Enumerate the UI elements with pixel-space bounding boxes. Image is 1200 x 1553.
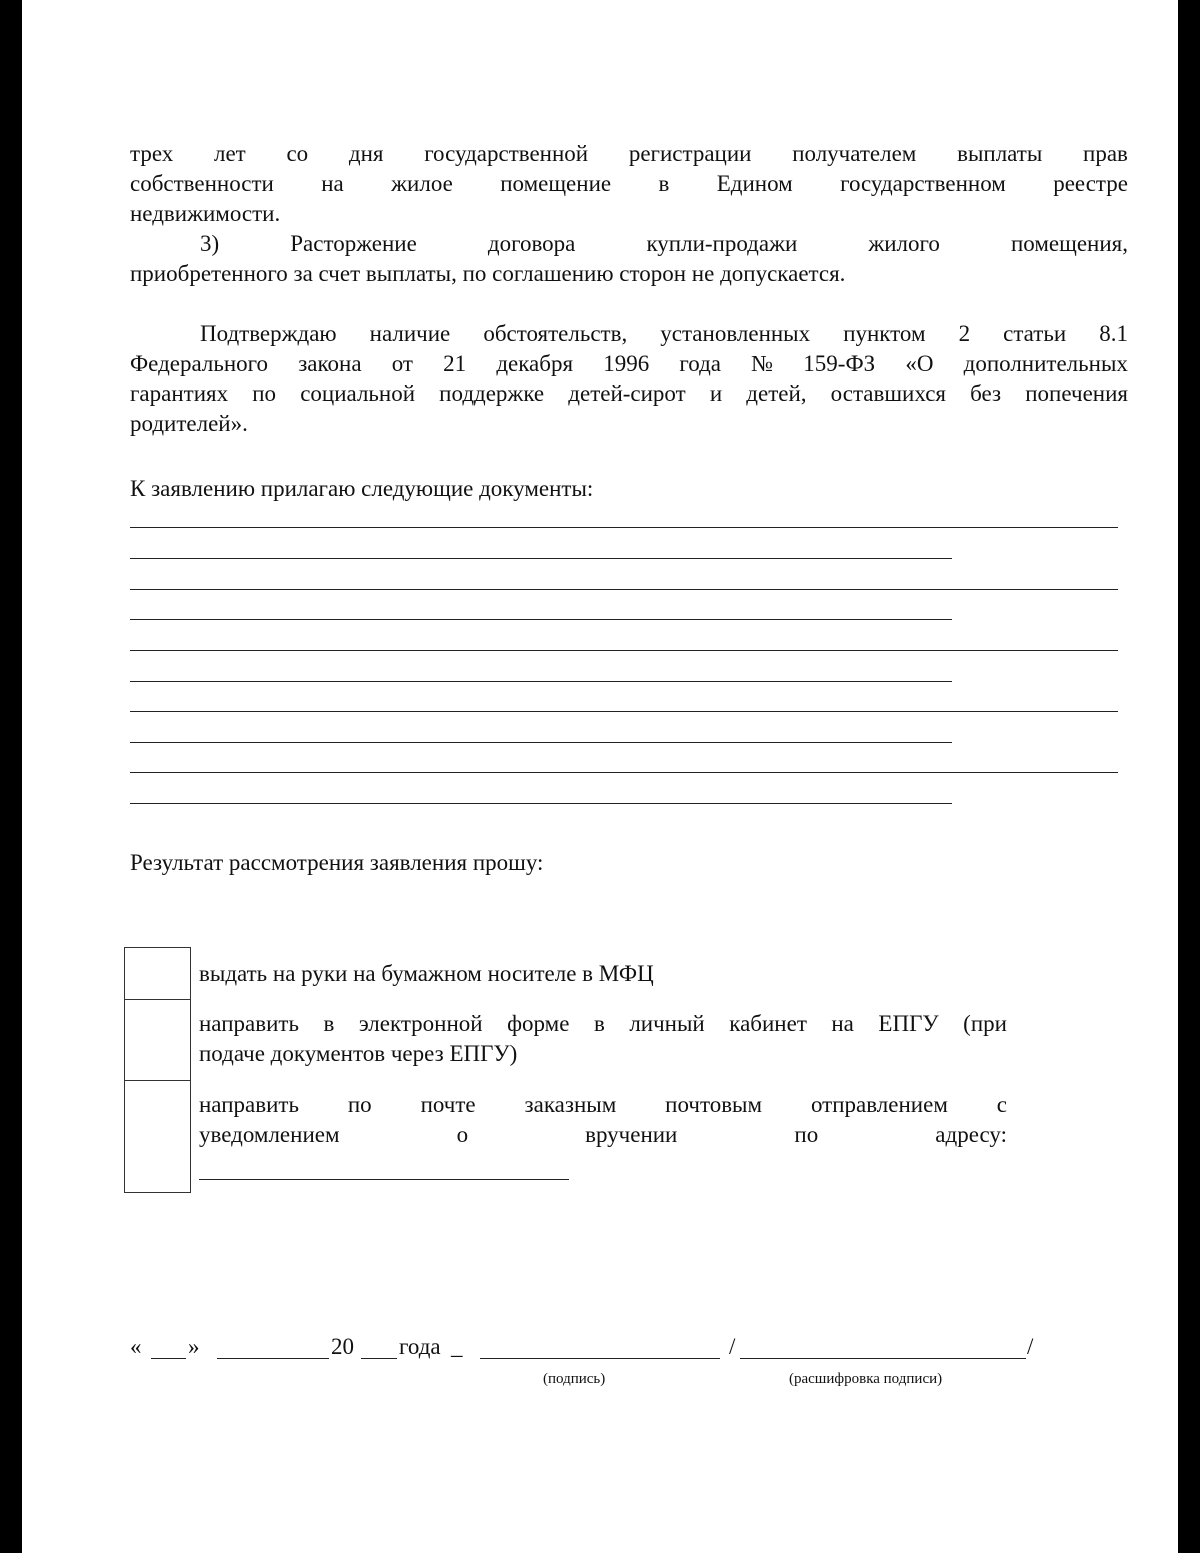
- word: лет: [213, 141, 246, 166]
- checkbox-mfc[interactable]: [125, 948, 190, 1000]
- word: Едином: [716, 171, 793, 196]
- date-open-quote: «: [130, 1334, 142, 1359]
- word: по: [252, 381, 277, 406]
- word: от: [391, 351, 413, 376]
- word: реестре: [1053, 171, 1128, 196]
- word: собственности: [130, 171, 274, 196]
- result-label: Результат рассмотрения заявления прошу:: [130, 850, 544, 875]
- word: дополнительных: [963, 351, 1128, 376]
- word: декабря: [496, 351, 574, 376]
- word: наличие: [369, 321, 451, 346]
- word: почте: [420, 1092, 476, 1117]
- word: 159-ФЗ: [803, 351, 876, 376]
- word: без: [970, 381, 1002, 406]
- word: Подтверждаю: [200, 321, 337, 346]
- paragraph-1-line-2: [130, 169, 1128, 199]
- word: №: [751, 351, 774, 376]
- word: попечения: [1025, 381, 1128, 406]
- word: Расторжение: [290, 231, 417, 256]
- attachment-line-5[interactable]: [130, 650, 1118, 651]
- document-body: [22, 0, 1178, 1553]
- word: установленных: [660, 321, 811, 346]
- signature-decoding-line[interactable]: [740, 1358, 1026, 1359]
- word: 21: [443, 351, 467, 376]
- word: форме: [507, 1011, 570, 1036]
- attachment-line-8[interactable]: [130, 742, 952, 743]
- word: о: [456, 1122, 469, 1147]
- word: пунктом: [843, 321, 926, 346]
- word: в: [593, 1011, 605, 1036]
- word: государственном: [840, 171, 1006, 196]
- word: 1996: [603, 351, 650, 376]
- checkbox-epgu[interactable]: [125, 1000, 190, 1081]
- word: гарантиях: [130, 381, 229, 406]
- word: личный: [629, 1011, 705, 1036]
- word: выплаты: [957, 141, 1043, 166]
- option-epgu-line-1: [199, 1009, 1007, 1039]
- word: жилое: [391, 171, 453, 196]
- word: на: [831, 1011, 854, 1036]
- checkbox-mail[interactable]: [125, 1081, 190, 1192]
- attachment-line-7[interactable]: [130, 711, 1118, 712]
- document-page: [22, 0, 1178, 1553]
- option-epgu-line-2: подаче документов через ЕПГУ): [199, 1041, 518, 1066]
- word: регистрации: [628, 141, 752, 166]
- attachment-line-2[interactable]: [130, 558, 952, 559]
- paragraph-3-line-2: [130, 349, 1128, 379]
- attachment-line-4[interactable]: [130, 619, 952, 620]
- word: трех: [130, 141, 174, 166]
- word: купли-продажи: [646, 231, 798, 256]
- mail-address-line[interactable]: [199, 1179, 569, 1180]
- paragraph-1-line-3: недвижимости.: [130, 201, 281, 226]
- word: по: [347, 1092, 372, 1117]
- word: статьи: [1003, 321, 1067, 346]
- word: отправлением: [810, 1092, 948, 1117]
- word: почтовым: [665, 1092, 763, 1117]
- word: помещение: [500, 171, 612, 196]
- paragraph-3-line-1: [200, 319, 1128, 349]
- signature-line[interactable]: [480, 1358, 720, 1359]
- word: кабинет: [729, 1011, 807, 1036]
- word: обстоятельств,: [483, 321, 628, 346]
- date-day-line[interactable]: [151, 1358, 186, 1359]
- date-close-quote: »: [188, 1334, 200, 1359]
- date-year-line[interactable]: [361, 1358, 397, 1359]
- attachment-line-6[interactable]: [130, 681, 952, 682]
- option-mail-line-2: [199, 1120, 1007, 1150]
- word: детей,: [746, 381, 807, 406]
- paragraph-3-line-3: [130, 379, 1128, 409]
- word: электронной: [358, 1011, 483, 1036]
- caption-signature-decoding: (расшифровка подписи): [789, 1371, 943, 1387]
- attachment-line-1[interactable]: [130, 527, 1118, 528]
- caption-signature: (подпись): [543, 1371, 606, 1387]
- attachment-line-9[interactable]: [130, 772, 1118, 773]
- option-mail-line-1: [199, 1090, 1007, 1120]
- date-year-prefix: 20: [331, 1334, 354, 1359]
- word: получателем: [792, 141, 917, 166]
- paragraph-2-line-1: [200, 229, 1128, 259]
- word: в: [323, 1011, 335, 1036]
- word: государственной: [424, 141, 589, 166]
- word: уведомлением: [199, 1122, 340, 1147]
- delivery-options-checkboxes: [124, 947, 191, 1193]
- word: с: [996, 1092, 1007, 1117]
- word: 8.1: [1099, 321, 1128, 346]
- word: в: [658, 171, 670, 196]
- attachment-line-3[interactable]: [130, 589, 1118, 590]
- word: дня: [348, 141, 384, 166]
- word: прав: [1083, 141, 1128, 166]
- word: оставшихся: [830, 381, 946, 406]
- word: и: [709, 381, 723, 406]
- word: «О: [905, 351, 934, 376]
- attachment-line-10[interactable]: [130, 803, 952, 804]
- date-trailing-underscore: _: [451, 1334, 463, 1359]
- word: направить: [199, 1092, 299, 1117]
- attachments-label: К заявлению прилагаю следующие документы:: [130, 476, 594, 501]
- signature-slash-2: /: [1027, 1334, 1034, 1359]
- paragraph-1-line-1: [130, 139, 1128, 169]
- word: детей-сирот: [568, 381, 686, 406]
- word: 3): [200, 231, 220, 256]
- word: по: [794, 1122, 819, 1147]
- word: на: [321, 171, 344, 196]
- paragraph-2-line-2: приобретенного за счет выплаты, по соглашению сторон не допускается.: [130, 261, 846, 286]
- word: социальной: [300, 381, 416, 406]
- word: со: [286, 141, 309, 166]
- word: заказным: [524, 1092, 617, 1117]
- word: (при: [963, 1011, 1007, 1036]
- date-year-suffix: года: [399, 1334, 441, 1359]
- option-mfc-label: выдать на руки на бумажном носителе в МФЦ: [199, 961, 654, 986]
- word: помещения,: [1010, 231, 1128, 256]
- word: 2: [958, 321, 971, 346]
- word: направить: [199, 1011, 299, 1036]
- paragraph-3-line-4: родителей».: [130, 411, 248, 436]
- word: вручении: [585, 1122, 678, 1147]
- word: ЕПГУ: [878, 1011, 939, 1036]
- word: года: [679, 351, 721, 376]
- word: поддержке: [439, 381, 545, 406]
- date-month-line[interactable]: [217, 1358, 329, 1359]
- word: закона: [298, 351, 362, 376]
- word: адресу:: [935, 1122, 1007, 1147]
- word: жилого: [868, 231, 940, 256]
- word: договора: [487, 231, 576, 256]
- signature-slash-1: /: [729, 1334, 736, 1359]
- word: Федерального: [130, 351, 269, 376]
